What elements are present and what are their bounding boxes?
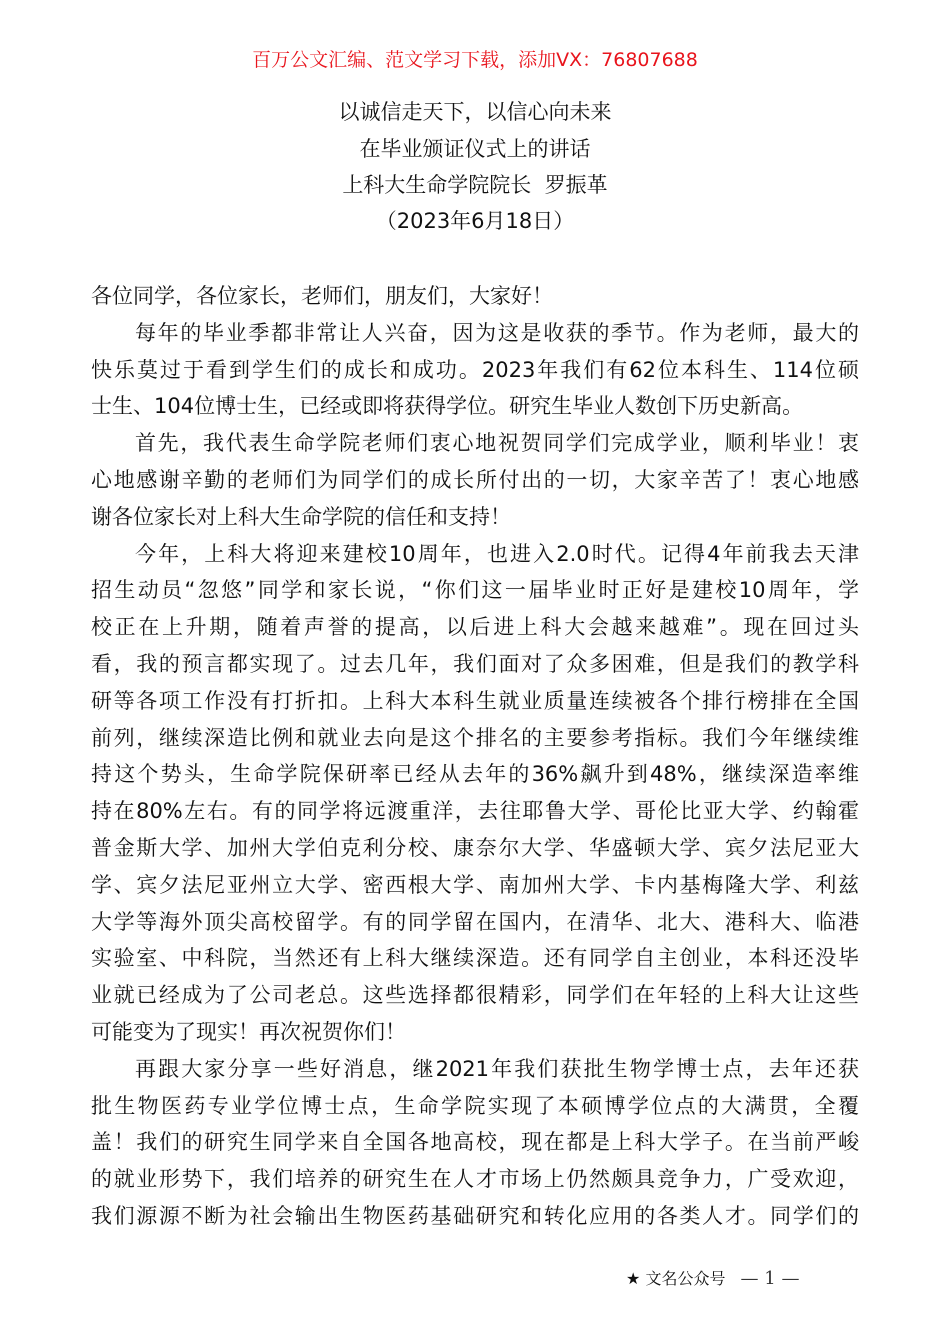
star-icon: ★ (626, 1269, 641, 1288)
text-line: 学、宾夕法尼亚州立大学、密西根大学、南加州大学、卡内基梅隆大学、利兹 (91, 872, 859, 897)
text-line: 再跟大家分享一些好消息，继2021年我们获批生物学博士点，去年还获 (135, 1056, 859, 1081)
text-line: 普金斯大学、加州大学伯克利分校、康奈尔大学、华盛顿大学、宾夕法尼亚大 (91, 835, 859, 860)
text-line: 批生物医药专业学位博士点，生命学院实现了本硕博学位点的大满贯，全覆 (91, 1093, 859, 1118)
document-author: 上科大生命学院院长 罗振革 (342, 173, 608, 197)
text-line: 各位同学，各位家长，老师们，朋友们，大家好！ (91, 284, 553, 308)
text-line: 快乐莫过于看到学生们的成长和成功。2023年我们有62位本科生、114位硕 (91, 357, 859, 382)
footer-label: 文名公众号 (645, 1269, 726, 1288)
text-line: 心地感谢辛勤的老师们为同学们的成长所付出的一切，大家辛苦了！衷心地感 (91, 467, 859, 492)
text-line: 士生、104位博士生，已经或即将获得学位。研究生毕业人数创下历史新高。 (91, 394, 804, 419)
document-title: 以诚信走天下，以信心向未来 (338, 100, 612, 124)
text-line: 前列，继续深造比例和就业去向是这个排名的主要参考指标。我们今年继续维 (91, 725, 859, 750)
text-line: 今年，上科大将迎来建校10周年，也进入2.0时代。记得4年前我去天津 (135, 541, 859, 566)
text-line: 盖！我们的研究生同学来自全国各地高校，现在都是上科大学子。在当前严峻 (91, 1130, 859, 1155)
document-subtitle: 在毕业颁证仪式上的讲话 (359, 137, 591, 161)
text-line: 校正在上升期，随着声誉的提高，以后进上科大会越来越难”。现在回过头 (91, 615, 859, 640)
text-line: 大学等海外顶尖高校留学。有的同学留在国内，在清华、北大、港科大、临港 (91, 909, 859, 934)
text-line: 持在80%左右。有的同学将远渡重洋，去往耶鲁大学、哥伦比亚大学、约翰霍 (91, 799, 859, 824)
text-line: 实验室、中科院，当然还有上科大继续深造。还有同学自主创业，本科还没毕 (91, 946, 859, 971)
text-line: 招生动员“忽悠”同学和家长说，“你们这一届毕业时正好是建校10周年，学 (91, 578, 859, 603)
document-date: （2023年6月18日） (375, 209, 575, 233)
text-line: 的就业形势下，我们培养的研究生在人才市场上仍然颇具竞争力，广受欢迎， (91, 1167, 859, 1192)
text-line: 可能变为了现实！再次祝贺你们！ (91, 1019, 406, 1044)
page-number: — 1 — (740, 1268, 800, 1289)
text-line: 研等各项工作没有打折扣。上科大本科生就业质量连续被各个排行榜排在全国 (91, 688, 859, 713)
page-footer (626, 1266, 799, 1292)
watermark-banner: 百万公文汇编、范文学习下载，添加VX：76807688 (252, 49, 698, 71)
text-line: 每年的毕业季都非常让人兴奋，因为这是收获的季节。作为老师，最大的 (135, 320, 859, 345)
text-line: 看，我的预言都实现了。过去几年，我们面对了众多困难，但是我们的教学科 (91, 651, 859, 676)
document-body (91, 278, 859, 1235)
text-line: 持这个势头，生命学院保研率已经从去年的36%飙升到48%，继续深造率维 (91, 762, 859, 787)
text-line: 业就已经成为了公司老总。这些选择都很精彩，同学们在年轻的上科大让这些 (91, 983, 859, 1008)
text-line: 我们源源不断为社会输出生物医药基础研究和转化应用的各类人才。同学们的 (91, 1203, 859, 1228)
text-line: 首先，我代表生命学院老师们衷心地祝贺同学们完成学业，顺利毕业！衷 (135, 431, 859, 456)
text-line: 谢各位家长对上科大生命学院的信任和支持！ (91, 504, 511, 529)
